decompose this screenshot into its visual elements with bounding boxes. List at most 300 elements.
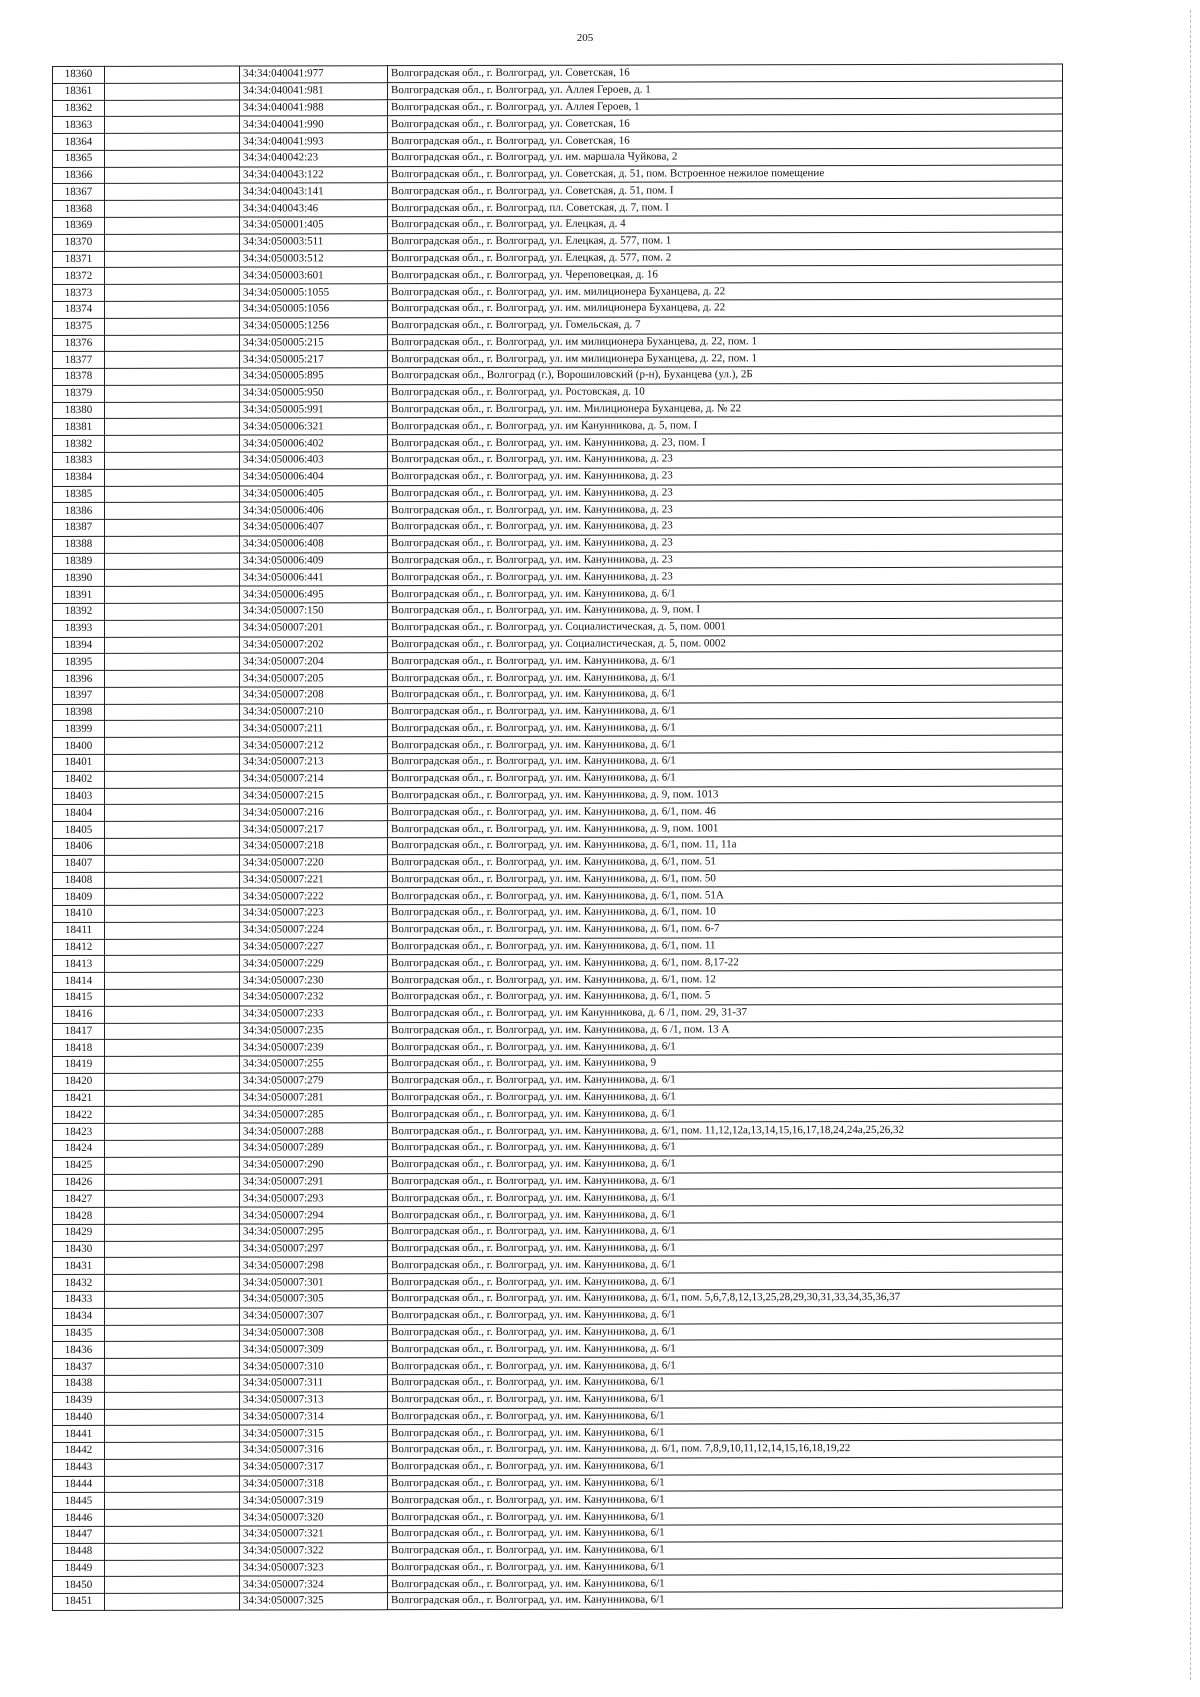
empty-cell <box>105 335 240 352</box>
empty-cell <box>105 83 240 100</box>
row-number-cell: 18363 <box>53 117 105 134</box>
empty-cell <box>105 1492 240 1509</box>
cadastral-number-cell: 34:34:050007:318 <box>240 1475 388 1492</box>
cadastral-number-cell: 34:34:050007:311 <box>240 1375 388 1392</box>
cadastral-number-cell: 34:34:050007:227 <box>240 938 388 955</box>
row-number-cell: 18430 <box>53 1241 105 1258</box>
cadastral-number-cell: 34:34:050007:310 <box>240 1358 388 1375</box>
row-number-cell: 18366 <box>53 167 105 184</box>
address-cell: Волгоградская обл., г. Волгоград, ул. им. Канунникова, 6/1 <box>388 1407 1063 1425</box>
empty-cell <box>105 1409 240 1426</box>
empty-cell <box>105 687 240 704</box>
address-cell: Волгоградская обл., г. Волгоград, ул. им. Канунникова, д. 23 <box>388 551 1063 569</box>
row-number-cell: 18387 <box>53 519 105 536</box>
row-number-cell: 18379 <box>53 385 105 402</box>
address-cell: Волгоградская обл., г. Волгоград, ул. им. Канунникова, д. 6/1 <box>388 1323 1063 1341</box>
empty-cell <box>105 1241 240 1258</box>
cadastral-number-cell: 34:34:050007:290 <box>240 1156 388 1173</box>
address-cell: Волгоградская обл., г. Волгоград, ул. им. Канунникова, д. 23 <box>388 567 1063 585</box>
address-cell: Волгоградская обл., г. Волгоград, ул. им. Канунникова, д. 6/1 <box>388 651 1063 669</box>
row-number-cell: 18434 <box>53 1308 105 1325</box>
empty-cell <box>105 1140 240 1157</box>
empty-cell <box>105 1526 240 1543</box>
empty-cell <box>105 972 240 989</box>
empty-cell <box>105 788 240 805</box>
row-number-cell: 18384 <box>53 469 105 486</box>
address-cell: Волгоградская обл., г. Волгоград, ул. им. Милиционера Буханцева, д. № 22 <box>388 400 1063 418</box>
cadastral-number-cell: 34:34:050005:1055 <box>240 284 388 301</box>
empty-cell <box>105 1207 240 1224</box>
row-number-cell: 18411 <box>53 922 105 939</box>
cadastral-number-cell: 34:34:050005:1056 <box>240 301 388 318</box>
cadastral-number-cell: 34:34:050007:293 <box>240 1190 388 1207</box>
empty-cell <box>105 1308 240 1325</box>
cadastral-number-cell: 34:34:050007:215 <box>240 787 388 804</box>
address-cell: Волгоградская обл., г. Волгоград, ул. им. Канунникова, 6/1 <box>388 1474 1063 1492</box>
row-number-cell: 18408 <box>53 872 105 889</box>
row-number-cell: 18435 <box>53 1325 105 1342</box>
address-cell: Волгоградская обл., г. Волгоград, ул. им Канунникова, д. 5, пом. I <box>388 416 1063 434</box>
address-cell: Волгоградская обл., г. Волгоград, ул. им. Канунникова, д. 6/1 <box>388 668 1063 686</box>
cadastral-number-cell: 34:34:050007:281 <box>240 1089 388 1106</box>
address-cell: Волгоградская обл., г. Волгоград, ул. им. Канунникова, 6/1 <box>388 1524 1063 1542</box>
row-number-cell: 18423 <box>53 1124 105 1141</box>
empty-cell <box>105 586 240 603</box>
empty-cell <box>105 804 240 821</box>
row-number-cell: 18427 <box>53 1191 105 1208</box>
cadastral-number-cell: 34:34:050007:222 <box>240 888 388 905</box>
empty-cell <box>105 301 240 318</box>
empty-cell <box>105 133 240 150</box>
empty-cell <box>105 200 240 217</box>
cadastral-number-cell: 34:34:050007:229 <box>240 955 388 972</box>
cadastral-number-cell: 34:34:040042:23 <box>240 150 388 167</box>
address-cell: Волгоградская обл., г. Волгоград, ул. им. Канунникова, д. 6/1, пом. 6-7 <box>388 920 1063 938</box>
empty-cell <box>105 469 240 486</box>
cadastral-number-cell: 34:34:050003:601 <box>240 267 388 284</box>
address-cell: Волгоградская обл., г. Волгоград, ул. им. Канунникова, д. 6/1 <box>388 1272 1063 1290</box>
empty-cell <box>105 1123 240 1140</box>
row-number-cell: 18391 <box>53 587 105 604</box>
address-cell: Волгоградская обл., г. Волгоград, ул. им. Канунникова, д. 6/1 <box>388 1172 1063 1190</box>
address-cell: Волгоградская обл., г. Волгоград, ул. Советская, д. 51, пом. Встроенное нежилое помещение <box>388 165 1063 183</box>
row-number-cell: 18389 <box>53 553 105 570</box>
address-cell: Волгоградская обл., г. Волгоград, ул. им. Канунникова, 6/1 <box>388 1373 1063 1391</box>
empty-cell <box>105 502 240 519</box>
cadastral-number-cell: 34:34:050007:210 <box>240 703 388 720</box>
empty-cell <box>105 452 240 469</box>
cadastral-number-cell: 34:34:050007:301 <box>240 1274 388 1291</box>
cadastral-number-cell: 34:34:050007:220 <box>240 854 388 871</box>
address-cell: Волгоградская обл., г. Волгоград, ул. им. Канунникова, д. 6/1 <box>388 718 1063 736</box>
address-cell: Волгоградская обл., г. Волгоград, ул. им. Канунникова, д. 23 <box>388 517 1063 535</box>
row-number-cell: 18409 <box>53 889 105 906</box>
empty-cell <box>105 251 240 268</box>
cadastral-number-cell: 34:34:050007:316 <box>240 1442 388 1459</box>
address-cell: Волгоградская обл., г. Волгоград, ул. им милиционера Буханцева, д. 22, пом. 1 <box>388 349 1063 367</box>
row-number-cell: 18405 <box>53 822 105 839</box>
address-cell: Волгоградская обл., г. Волгоград, ул. им. Канунникова, д. 6/1 <box>388 1188 1063 1206</box>
address-cell: Волгоградская обл., г. Волгоград, ул. им. Канунникова, д. 6/1, пом. 51А <box>388 886 1063 904</box>
empty-cell <box>105 1023 240 1040</box>
cadastral-number-cell: 34:34:050007:313 <box>240 1391 388 1408</box>
empty-cell <box>105 603 240 620</box>
address-cell: Волгоградская обл., г. Волгоград, ул. им. Канунникова, д. 6/1 <box>388 735 1063 753</box>
cadastral-number-cell: 34:34:050007:294 <box>240 1207 388 1224</box>
cadastral-number-cell: 34:34:050007:202 <box>240 636 388 653</box>
address-cell: Волгоградская обл., г. Волгоград, ул. им. Канунникова, д. 6/1, пом. 10 <box>388 903 1063 921</box>
row-number-cell: 18382 <box>53 436 105 453</box>
empty-cell <box>105 569 240 586</box>
address-cell: Волгоградская обл., г. Волгоград, ул. им. Канунникова, 6/1 <box>388 1574 1063 1592</box>
empty-cell <box>105 653 240 670</box>
empty-cell <box>105 1274 240 1291</box>
row-number-cell: 18436 <box>53 1342 105 1359</box>
row-number-cell: 18414 <box>53 973 105 990</box>
cadastral-number-cell: 34:34:050006:408 <box>240 536 388 553</box>
row-number-cell: 18362 <box>53 100 105 117</box>
address-cell: Волгоградская обл., г. Волгоград, ул. им. Канунникова, д. 23 <box>388 450 1063 468</box>
empty-cell <box>105 1442 240 1459</box>
address-cell: Волгоградская обл., г. Волгоград, ул. им. Канунникова, д. 6/1 <box>388 1205 1063 1223</box>
cadastral-number-cell: 34:34:050006:409 <box>240 552 388 569</box>
cadastral-number-cell: 34:34:050006:321 <box>240 418 388 435</box>
empty-cell <box>105 167 240 184</box>
cadastral-number-cell: 34:34:050007:150 <box>240 603 388 620</box>
empty-cell <box>105 1157 240 1174</box>
cadastral-number-cell: 34:34:050007:217 <box>240 821 388 838</box>
address-cell: Волгоградская обл., г. Волгоград, ул. им. Канунникова, д. 6/1 <box>388 1339 1063 1357</box>
row-number-cell: 18424 <box>53 1140 105 1157</box>
empty-cell <box>105 721 240 738</box>
address-cell: Волгоградская обл., г. Волгоград, ул. им. Канунникова, 6/1 <box>388 1541 1063 1559</box>
empty-cell <box>105 888 240 905</box>
cadastral-number-cell: 34:34:050006:406 <box>240 502 388 519</box>
address-cell: Волгоградская обл., г. Волгоград, ул. им. Канунникова, д. 6/1 <box>388 1155 1063 1173</box>
row-number-cell: 18420 <box>53 1073 105 1090</box>
registry-table <box>52 64 1063 1611</box>
cadastral-number-cell: 34:34:050003:511 <box>240 233 388 250</box>
cadastral-number-cell: 34:34:050007:235 <box>240 1022 388 1039</box>
address-cell: Волгоградская обл., г. Волгоград, ул. им. Канунникова, 6/1 <box>388 1457 1063 1475</box>
empty-cell <box>105 1006 240 1023</box>
empty-cell <box>105 838 240 855</box>
empty-cell <box>105 1039 240 1056</box>
address-cell: Волгоградская обл., г. Волгоград, ул. Елецкая, д. 577, пом. 1 <box>388 232 1063 250</box>
address-cell: Волгоградская обл., г. Волгоград, ул. им. Канунникова, д. 6 /1, пом. 13 А <box>388 1021 1063 1039</box>
empty-cell <box>105 418 240 435</box>
cadastral-number-cell: 34:34:050007:315 <box>240 1425 388 1442</box>
cadastral-number-cell: 34:34:050007:291 <box>240 1173 388 1190</box>
empty-cell <box>105 855 240 872</box>
row-number-cell: 18401 <box>53 754 105 771</box>
address-cell: Волгоградская обл., г. Волгоград, ул. им. Канунникова, 6/1 <box>388 1390 1063 1408</box>
address-cell: Волгоградская обл., г. Волгоград, ул. им. Канунникова, 6/1 <box>388 1558 1063 1576</box>
address-cell: Волгоградская обл., г. Волгоград, ул. им. Канунникова, д. 6/1 <box>388 685 1063 703</box>
cadastral-number-cell: 34:34:050007:212 <box>240 737 388 754</box>
cadastral-number-cell: 34:34:040041:977 <box>240 66 388 83</box>
address-cell: Волгоградская обл., г. Волгоград, ул. им. Канунникова, д. 6/1, пом. 11 <box>388 937 1063 955</box>
address-cell: Волгоградская обл., г. Волгоград, ул. им. Канунникова, д. 6/1, пом. 51 <box>388 853 1063 871</box>
cadastral-number-cell: 34:34:050007:322 <box>240 1542 388 1559</box>
address-cell: Волгоградская обл., г. Волгоград, ул. им. Канунникова, д. 6/1, пом. 11,12,12а,13,14,15,16,17,18,24,24а,25,26,32 <box>388 1121 1063 1139</box>
empty-cell <box>105 1341 240 1358</box>
cadastral-number-cell: 34:34:040041:993 <box>240 133 388 150</box>
empty-cell <box>105 989 240 1006</box>
row-number-cell: 18398 <box>53 704 105 721</box>
cadastral-number-cell: 34:34:050007:218 <box>240 838 388 855</box>
address-cell: Волгоградская обл., г. Волгоград, ул. им. Канунникова, д. 6/1 <box>388 1239 1063 1257</box>
cadastral-number-cell: 34:34:050006:405 <box>240 485 388 502</box>
address-cell: Волгоградская обл., г. Волгоград, ул. Елецкая, д. 4 <box>388 215 1063 233</box>
empty-cell <box>105 1258 240 1275</box>
empty-cell <box>105 1543 240 1560</box>
cadastral-number-cell: 34:34:050007:233 <box>240 1005 388 1022</box>
row-number-cell: 18415 <box>53 989 105 1006</box>
address-cell: Волгоградская обл., г. Волгоград, ул. им Канунникова, д. 6 /1, пом. 29, 31-37 <box>388 1004 1063 1022</box>
cadastral-number-cell: 34:34:050007:224 <box>240 922 388 939</box>
row-number-cell: 18432 <box>53 1275 105 1292</box>
empty-cell <box>105 1560 240 1577</box>
cadastral-number-cell: 34:34:050006:403 <box>240 452 388 469</box>
row-number-cell: 18406 <box>53 838 105 855</box>
address-cell: Волгоградская обл., г. Волгоград, ул. Елецкая, д. 577, пом. 2 <box>388 249 1063 267</box>
empty-cell <box>105 519 240 536</box>
address-cell: Волгоградская обл., г. Волгоград, ул. Советская, д. 51, пом. I <box>388 181 1063 199</box>
row-number-cell: 18370 <box>53 234 105 251</box>
address-cell: Волгоградская обл., г. Волгоград, ул. им. Канунникова, 6/1 <box>388 1490 1063 1508</box>
empty-cell <box>105 1106 240 1123</box>
scan-edge-line <box>1190 10 1192 1680</box>
address-cell: Волгоградская обл., г. Волгоград, ул. им. Канунникова, д. 6/1 <box>388 769 1063 787</box>
address-cell: Волгоградская обл., г. Волгоград, ул. им. Канунникова, д. 9, пом. 1001 <box>388 819 1063 837</box>
empty-cell <box>105 1190 240 1207</box>
address-cell: Волгоградская обл., г. Волгоград, ул. Советская, 16 <box>388 131 1063 149</box>
cadastral-number-cell: 34:34:050005:217 <box>240 351 388 368</box>
cadastral-number-cell: 34:34:050007:288 <box>240 1123 388 1140</box>
row-number-cell: 18371 <box>53 251 105 268</box>
row-number-cell: 18425 <box>53 1157 105 1174</box>
cadastral-number-cell: 34:34:050007:216 <box>240 804 388 821</box>
address-cell: Волгоградская обл., г. Волгоград, ул. Череповецкая, д. 16 <box>388 265 1063 283</box>
row-number-cell: 18399 <box>53 721 105 738</box>
empty-cell <box>105 1375 240 1392</box>
cadastral-number-cell: 34:34:050006:441 <box>240 569 388 586</box>
row-number-cell: 18446 <box>53 1510 105 1527</box>
cadastral-number-cell: 34:34:050007:208 <box>240 687 388 704</box>
address-cell: Волгоградская обл., г. Волгоград, ул. Социалистическая, д. 5, пом. 0001 <box>388 618 1063 636</box>
cadastral-number-cell: 34:34:040041:990 <box>240 116 388 133</box>
address-cell: Волгоградская обл., г. Волгоград, ул. Советская, 16 <box>388 64 1063 82</box>
empty-cell <box>105 351 240 368</box>
cadastral-number-cell: 34:34:050007:298 <box>240 1257 388 1274</box>
address-cell: Волгоградская обл., г. Волгоград, ул. им. Канунникова, д. 6/1 <box>388 1088 1063 1106</box>
address-cell: Волгоградская обл., г. Волгоград, ул. им. Канунникова, д. 6/1, пом. 5,6,7,8,12,13,25,28,29,30,31,33,34,35,36,37 <box>388 1289 1063 1307</box>
row-number-cell: 18421 <box>53 1090 105 1107</box>
row-number-cell: 18390 <box>53 570 105 587</box>
empty-cell <box>105 1476 240 1493</box>
empty-cell <box>105 737 240 754</box>
address-cell: Волгоградская обл., г. Волгоград, ул. им. Канунникова, д. 6/1, пом. 46 <box>388 802 1063 820</box>
row-number-cell: 18385 <box>53 486 105 503</box>
cadastral-number-cell: 34:34:050005:1256 <box>240 317 388 334</box>
row-number-cell: 18403 <box>53 788 105 805</box>
empty-cell <box>105 402 240 419</box>
empty-cell <box>105 1224 240 1241</box>
row-number-cell: 18368 <box>53 201 105 218</box>
address-cell: Волгоградская обл., г. Волгоград, ул. Ростовская, д. 10 <box>388 383 1063 401</box>
cadastral-number-cell: 34:34:050005:895 <box>240 368 388 385</box>
row-number-cell: 18375 <box>53 318 105 335</box>
empty-cell <box>105 368 240 385</box>
row-number-cell: 18374 <box>53 301 105 318</box>
row-number-cell: 18373 <box>53 285 105 302</box>
cadastral-number-cell: 34:34:050007:324 <box>240 1576 388 1593</box>
address-cell: Волгоградская обл., г. Волгоград, ул. им. маршала Чуйкова, 2 <box>388 148 1063 166</box>
cadastral-number-cell: 34:34:050007:214 <box>240 770 388 787</box>
cadastral-number-cell: 34:34:050005:215 <box>240 334 388 351</box>
address-cell: Волгоградская обл., г. Волгоград, ул. им. милиционера Буханцева, д. 22 <box>388 282 1063 300</box>
empty-cell <box>105 536 240 553</box>
address-cell: Волгоградская обл., г. Волгоград, ул. им. Канунникова, д. 6/1 <box>388 1306 1063 1324</box>
address-cell: Волгоградская обл., г. Волгоград, ул. им. Канунникова, д. 6/1, пом. 50 <box>388 870 1063 888</box>
cadastral-number-cell: 34:34:050007:255 <box>240 1056 388 1073</box>
cadastral-number-cell: 34:34:050007:319 <box>240 1492 388 1509</box>
empty-cell <box>105 1056 240 1073</box>
address-cell: Волгоградская обл., г. Волгоград, ул. им. Канунникова, 6/1 <box>388 1591 1063 1609</box>
cadastral-number-cell: 34:34:050007:221 <box>240 871 388 888</box>
empty-cell <box>105 905 240 922</box>
cadastral-number-cell: 34:34:050007:205 <box>240 670 388 687</box>
row-number-cell: 18416 <box>53 1006 105 1023</box>
address-cell: Волгоградская обл., г. Волгоград, ул. им. Канунникова, д. 6/1 <box>388 1037 1063 1055</box>
address-cell: Волгоградская обл., г. Волгоград, ул. Советская, 16 <box>388 114 1063 132</box>
empty-cell <box>105 385 240 402</box>
cadastral-number-cell: 34:34:050007:309 <box>240 1341 388 1358</box>
cadastral-number-cell: 34:34:050007:211 <box>240 720 388 737</box>
cadastral-number-cell: 34:34:050007:321 <box>240 1526 388 1543</box>
cadastral-number-cell: 34:34:050005:950 <box>240 385 388 402</box>
empty-cell <box>105 955 240 972</box>
address-cell: Волгоградская обл., г. Волгоград, ул. Гомельская, д. 7 <box>388 316 1063 334</box>
empty-cell <box>105 939 240 956</box>
cadastral-number-cell: 34:34:050007:295 <box>240 1224 388 1241</box>
row-number-cell: 18378 <box>53 368 105 385</box>
cadastral-number-cell: 34:34:050007:314 <box>240 1408 388 1425</box>
cadastral-number-cell: 34:34:050007:230 <box>240 972 388 989</box>
row-number-cell: 18364 <box>53 133 105 150</box>
address-cell: Волгоградская обл., г. Волгоград, ул. им. Канунникова, 6/1 <box>388 1423 1063 1441</box>
empty-cell <box>105 1358 240 1375</box>
row-number-cell: 18394 <box>53 637 105 654</box>
row-number-cell: 18397 <box>53 687 105 704</box>
empty-cell <box>105 435 240 452</box>
address-cell: Волгоградская обл., г. Волгоград, ул. Социалистическая, д. 5, пом. 0002 <box>388 635 1063 653</box>
cadastral-number-cell: 34:34:040043:122 <box>240 166 388 183</box>
address-cell: Волгоградская обл., г. Волгоград, пл. Советская, д. 7, пом. I <box>388 198 1063 216</box>
row-number-cell: 18433 <box>53 1291 105 1308</box>
row-number-cell: 18418 <box>53 1040 105 1057</box>
cadastral-number-cell: 34:34:050007:320 <box>240 1509 388 1526</box>
address-cell: Волгоградская обл., г. Волгоград, ул. им. Канунникова, д. 6/1, пом. 8,17-22 <box>388 953 1063 971</box>
cadastral-number-cell: 34:34:040041:988 <box>240 99 388 116</box>
cadastral-number-cell: 34:34:050006:407 <box>240 519 388 536</box>
cadastral-number-cell: 34:34:050006:495 <box>240 586 388 603</box>
row-number-cell: 18449 <box>53 1560 105 1577</box>
empty-cell <box>105 1073 240 1090</box>
empty-cell <box>105 116 240 133</box>
cadastral-number-cell: 34:34:050007:279 <box>240 1073 388 1090</box>
row-number-cell: 18422 <box>53 1107 105 1124</box>
row-number-cell: 18417 <box>53 1023 105 1040</box>
address-cell: Волгоградская обл., г. Волгоград, ул. им. Канунникова, д. 9, пом. 1013 <box>388 786 1063 804</box>
cadastral-number-cell: 34:34:050003:512 <box>240 250 388 267</box>
registry-table-body <box>53 64 1063 1610</box>
row-number-cell: 18404 <box>53 805 105 822</box>
row-number-cell: 18450 <box>53 1577 105 1594</box>
row-number-cell: 18419 <box>53 1056 105 1073</box>
row-number-cell: 18369 <box>53 217 105 234</box>
address-cell: Волгоградская обл., г. Волгоград, ул. им. Канунникова, д. 6/1, пом. 5 <box>388 987 1063 1005</box>
cadastral-number-cell: 34:34:050007:223 <box>240 905 388 922</box>
row-number-cell: 18400 <box>53 738 105 755</box>
row-number-cell: 18448 <box>53 1543 105 1560</box>
row-number-cell: 18377 <box>53 352 105 369</box>
empty-cell <box>105 821 240 838</box>
empty-cell <box>105 637 240 654</box>
address-cell: Волгоградская обл., г. Волгоград, ул. им. Канунникова, д. 6/1 <box>388 1138 1063 1156</box>
row-number-cell: 18443 <box>53 1459 105 1476</box>
cadastral-number-cell: 34:34:050007:232 <box>240 989 388 1006</box>
empty-cell <box>105 66 240 83</box>
cadastral-number-cell: 34:34:050007:297 <box>240 1240 388 1257</box>
empty-cell <box>105 771 240 788</box>
row-number-cell: 18361 <box>53 83 105 100</box>
row-number-cell: 18447 <box>53 1526 105 1543</box>
empty-cell <box>105 150 240 167</box>
row-number-cell: 18429 <box>53 1224 105 1241</box>
row-number-cell: 18388 <box>53 536 105 553</box>
cadastral-number-cell: 34:34:050007:204 <box>240 653 388 670</box>
address-cell: Волгоградская обл., г. Волгоград, ул. им. Канунникова, д. 23 <box>388 484 1063 502</box>
cadastral-number-cell: 34:34:040043:46 <box>240 200 388 217</box>
empty-cell <box>105 704 240 721</box>
address-cell: Волгоградская обл., г. Волгоград, ул. им. Канунникова, 9 <box>388 1054 1063 1072</box>
row-number-cell: 18393 <box>53 620 105 637</box>
cadastral-number-cell: 34:34:050007:285 <box>240 1106 388 1123</box>
address-cell: Волгоградская обл., г. Волгоград, ул. им. Канунникова, д. 6/1, пом. 11, 11а <box>388 836 1063 854</box>
empty-cell <box>105 1425 240 1442</box>
cadastral-number-cell: 34:34:050007:305 <box>240 1291 388 1308</box>
page-number: 205 <box>576 32 594 44</box>
row-number-cell: 18413 <box>53 956 105 973</box>
row-number-cell: 18412 <box>53 939 105 956</box>
address-cell: Волгоградская обл., г. Волгоград, ул. им. Канунникова, д. 6/1 <box>388 584 1063 602</box>
row-number-cell: 18444 <box>53 1476 105 1493</box>
empty-cell <box>105 1459 240 1476</box>
empty-cell <box>105 922 240 939</box>
row-number-cell: 18365 <box>53 150 105 167</box>
empty-cell <box>105 486 240 503</box>
row-number-cell: 18376 <box>53 335 105 352</box>
row-number-cell: 18360 <box>53 66 105 83</box>
address-cell: Волгоградская обл., г. Волгоград, ул. им. Канунникова, д. 23 <box>388 534 1063 552</box>
cadastral-number-cell: 34:34:050006:402 <box>240 435 388 452</box>
address-cell: Волгоградская обл., г. Волгоград, ул. им. Канунникова, д. 6/1 <box>388 1356 1063 1374</box>
row-number-cell: 18440 <box>53 1409 105 1426</box>
cadastral-number-cell: 34:34:050007:239 <box>240 1039 388 1056</box>
address-cell: Волгоградская обл., г. Волгоград, ул. им. Канунникова, д. 9, пом. I <box>388 601 1063 619</box>
